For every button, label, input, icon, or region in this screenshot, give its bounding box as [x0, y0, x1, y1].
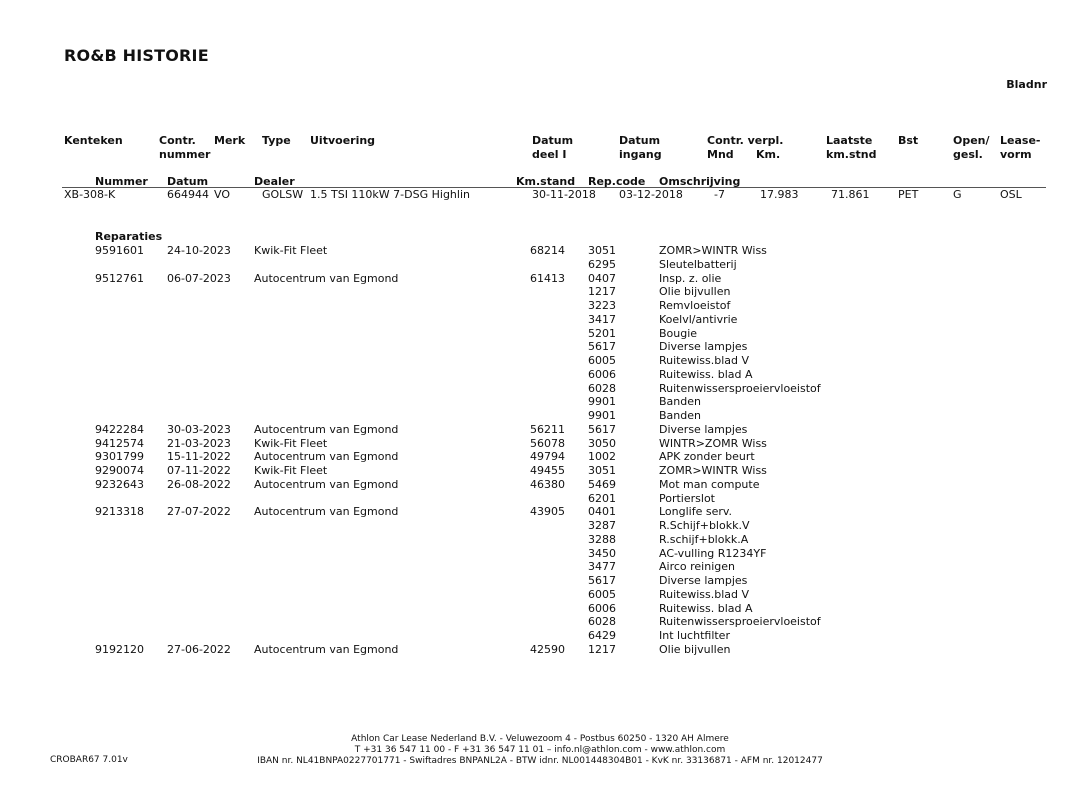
- repair-omschrijving: Diverse lampjes: [659, 574, 748, 587]
- repair-code: 6005: [588, 354, 616, 367]
- header-datum-ingang: Datum: [619, 134, 661, 147]
- repair-kmstand: 56078: [530, 437, 565, 450]
- header-km: Km.: [756, 148, 781, 161]
- repair-omschrijving: ZOMR>WINTR Wiss: [659, 244, 767, 257]
- footer-contact: T +31 36 547 11 00 - F +31 36 547 11 01 – info.nl@athlon.com - www.athlon.com: [354, 745, 726, 755]
- repair-code: 3223: [588, 299, 616, 312]
- repair-omschrijving: Banden: [659, 409, 701, 422]
- header-datum-deel: Datum: [532, 134, 574, 147]
- repair-code: 6429: [588, 629, 616, 642]
- repair-code: 9901: [588, 409, 616, 422]
- header-lease: Lease-: [1000, 134, 1041, 147]
- repair-code: 5469: [588, 478, 616, 491]
- header-datum-deel-2: deel I: [532, 148, 567, 161]
- footer-bank: IBAN nr. NL41BNPA0227701771 - Swiftadres BNPANL2A - BTW idnr. NL001448304B01 - KvK nr. 33136871 - AFM nr. 12012477: [257, 756, 823, 766]
- repair-omschrijving: Koelvl/antivrie: [659, 313, 738, 326]
- repair-omschrijving: Olie bijvullen: [659, 285, 731, 298]
- header-bst: Bst: [898, 134, 919, 147]
- vehicle-datum-ingang: 03-12-2018: [619, 188, 683, 201]
- repair-omschrijving: AC-vulling R1234YF: [659, 547, 767, 560]
- repair-code: 1002: [588, 450, 616, 463]
- repair-dealer: Kwik-Fit Fleet: [254, 464, 328, 477]
- header-contr-verpl: Contr. verpl.: [707, 134, 784, 147]
- repair-omschrijving: R.Schijf+blokk.V: [659, 519, 750, 532]
- repair-datum: 15-11-2022: [167, 450, 231, 463]
- repair-omschrijving: Bougie: [659, 327, 698, 340]
- repair-kmstand: 56211: [530, 423, 565, 436]
- vehicle-lease: OSL: [1000, 188, 1022, 201]
- repair-omschrijving: Diverse lampjes: [659, 423, 748, 436]
- vehicle-kenteken: XB-308-K: [64, 188, 116, 201]
- repair-omschrijving: R.schijf+blokk.A: [659, 533, 749, 546]
- repair-omschrijving: ZOMR>WINTR Wiss: [659, 464, 767, 477]
- repair-omschrijving: Remvloeistof: [659, 299, 731, 312]
- repair-code: 6201: [588, 492, 616, 505]
- repair-code: 3051: [588, 464, 616, 477]
- repair-datum: 06-07-2023: [167, 272, 231, 285]
- repair-kmstand: 49455: [530, 464, 565, 477]
- reparaties-heading: Reparaties: [95, 230, 163, 243]
- header-gesl: gesl.: [953, 148, 983, 161]
- repair-omschrijving: Sleutelbatterij: [659, 258, 737, 271]
- repair-dealer: Autocentrum van Egmond: [254, 450, 399, 463]
- repair-code: 6006: [588, 368, 616, 381]
- repair-omschrijving: Ruitenwissersproeiervloeistof: [659, 615, 821, 628]
- vehicle-open: G: [953, 188, 962, 201]
- repair-datum: 21-03-2023: [167, 437, 231, 450]
- vehicle-contract: 664944: [167, 188, 209, 201]
- repair-kmstand: 68214: [530, 244, 565, 257]
- page-title: RO&B HISTORIE: [64, 46, 209, 65]
- header-laatste-kmstnd: km.stnd: [826, 148, 877, 161]
- repair-kmstand: 46380: [530, 478, 565, 491]
- vehicle-type: GOLSW: [262, 188, 304, 201]
- header-contr: Contr.: [159, 134, 196, 147]
- repair-code: 1217: [588, 285, 616, 298]
- repair-kmstand: 61413: [530, 272, 565, 285]
- repair-omschrijving: Airco reinigen: [659, 560, 735, 573]
- repair-code: 3050: [588, 437, 616, 450]
- repair-code: 5617: [588, 423, 616, 436]
- repair-code: 5201: [588, 327, 616, 340]
- repair-code: 3287: [588, 519, 616, 532]
- bladnr-label: Bladnr: [1006, 78, 1047, 91]
- header-repcode: Rep.code: [588, 175, 646, 188]
- repair-omschrijving: Ruitewiss.blad V: [659, 588, 750, 601]
- repair-omschrijving: WINTR>ZOMR Wiss: [659, 437, 767, 450]
- vehicle-bst: PET: [898, 188, 919, 201]
- header-nummer: Nummer: [95, 175, 148, 188]
- repair-datum: 26-08-2022: [167, 478, 231, 491]
- repair-nummer: 9290074: [95, 464, 144, 477]
- repair-code: 3477: [588, 560, 616, 573]
- repair-dealer: Kwik-Fit Fleet: [254, 244, 328, 257]
- repair-nummer: 9232643: [95, 478, 144, 491]
- repair-code: 6295: [588, 258, 616, 271]
- vehicle-datum-deel: 30-11-2018: [532, 188, 596, 201]
- header-uitvoering: Uitvoering: [310, 134, 376, 147]
- header-merk: Merk: [214, 134, 246, 147]
- repair-omschrijving: Portierslot: [659, 492, 715, 505]
- repair-code: 6028: [588, 382, 616, 395]
- repair-dealer: Kwik-Fit Fleet: [254, 437, 328, 450]
- header-lease-vorm: vorm: [1000, 148, 1032, 161]
- repair-omschrijving: Longlife serv.: [659, 505, 733, 518]
- header-laatste: Laatste: [826, 134, 873, 147]
- header-type: Type: [262, 134, 291, 147]
- repair-code: 1217: [588, 643, 616, 656]
- repair-datum: 07-11-2022: [167, 464, 231, 477]
- header-datum: Datum: [167, 175, 209, 188]
- repair-nummer: 9591601: [95, 244, 144, 257]
- footer-address: Athlon Car Lease Nederland B.V. - Veluwezoom 4 - Postbus 60250 - 1320 AH Almere: [351, 734, 729, 744]
- repair-nummer: 9422284: [95, 423, 144, 436]
- repair-kmstand: 43905: [530, 505, 565, 518]
- header-mnd: Mnd: [707, 148, 734, 161]
- repair-omschrijving: Ruitewiss.blad V: [659, 354, 750, 367]
- repair-dealer: Autocentrum van Egmond: [254, 272, 399, 285]
- repair-code: 0401: [588, 505, 616, 518]
- repair-nummer: 9213318: [95, 505, 144, 518]
- repair-omschrijving: Ruitenwissersproeiervloeistof: [659, 382, 821, 395]
- repair-code: 6028: [588, 615, 616, 628]
- repair-nummer: 9512761: [95, 272, 144, 285]
- repair-kmstand: 42590: [530, 643, 565, 656]
- repair-omschrijving: Insp. z. olie: [659, 272, 722, 285]
- repair-code: 9901: [588, 395, 616, 408]
- document-code: CROBAR67 7.01v: [50, 755, 128, 765]
- vehicle-km: 17.983: [760, 188, 799, 201]
- repair-datum: 27-06-2022: [167, 643, 231, 656]
- repair-omschrijving: Ruitewiss. blad A: [659, 368, 753, 381]
- repair-omschrijving: Int luchtfilter: [659, 629, 730, 642]
- vehicle-laatste-km: 71.861: [831, 188, 870, 201]
- repair-code: 5617: [588, 574, 616, 587]
- header-kmstand: Km.stand: [516, 175, 576, 188]
- header-open: Open/: [953, 134, 990, 147]
- repair-datum: 30-03-2023: [167, 423, 231, 436]
- repair-omschrijving: Diverse lampjes: [659, 340, 748, 353]
- repair-omschrijving: Banden: [659, 395, 701, 408]
- repair-nummer: 9412574: [95, 437, 144, 450]
- repair-nummer: 9301799: [95, 450, 144, 463]
- repair-omschrijving: Ruitewiss. blad A: [659, 602, 753, 615]
- repair-code: 3450: [588, 547, 616, 560]
- repair-omschrijving: Mot man compute: [659, 478, 760, 491]
- repair-code: 5617: [588, 340, 616, 353]
- repair-dealer: Autocentrum van Egmond: [254, 643, 399, 656]
- repair-code: 6006: [588, 602, 616, 615]
- repair-dealer: Autocentrum van Egmond: [254, 478, 399, 491]
- repair-datum: 27-07-2022: [167, 505, 231, 518]
- repair-nummer: 9192120: [95, 643, 144, 656]
- vehicle-mnd: -7: [714, 188, 725, 201]
- repair-dealer: Autocentrum van Egmond: [254, 505, 399, 518]
- repair-omschrijving: Olie bijvullen: [659, 643, 731, 656]
- repair-code: 6005: [588, 588, 616, 601]
- repair-datum: 24-10-2023: [167, 244, 231, 257]
- header-datum-ingang-2: ingang: [619, 148, 662, 161]
- repair-code: 3288: [588, 533, 616, 546]
- header-dealer: Dealer: [254, 175, 295, 188]
- header-contr-nummer: nummer: [159, 148, 211, 161]
- repair-code: 3417: [588, 313, 616, 326]
- repair-code: 3051: [588, 244, 616, 257]
- vehicle-uitvoering: 1.5 TSI 110kW 7-DSG Highlin: [310, 188, 470, 201]
- repair-kmstand: 49794: [530, 450, 565, 463]
- header-kenteken: Kenteken: [64, 134, 123, 147]
- header-omschrijving: Omschrijving: [659, 175, 741, 188]
- repair-omschrijving: APK zonder beurt: [659, 450, 755, 463]
- vehicle-merk: VO: [214, 188, 230, 201]
- repair-code: 0407: [588, 272, 616, 285]
- repair-dealer: Autocentrum van Egmond: [254, 423, 399, 436]
